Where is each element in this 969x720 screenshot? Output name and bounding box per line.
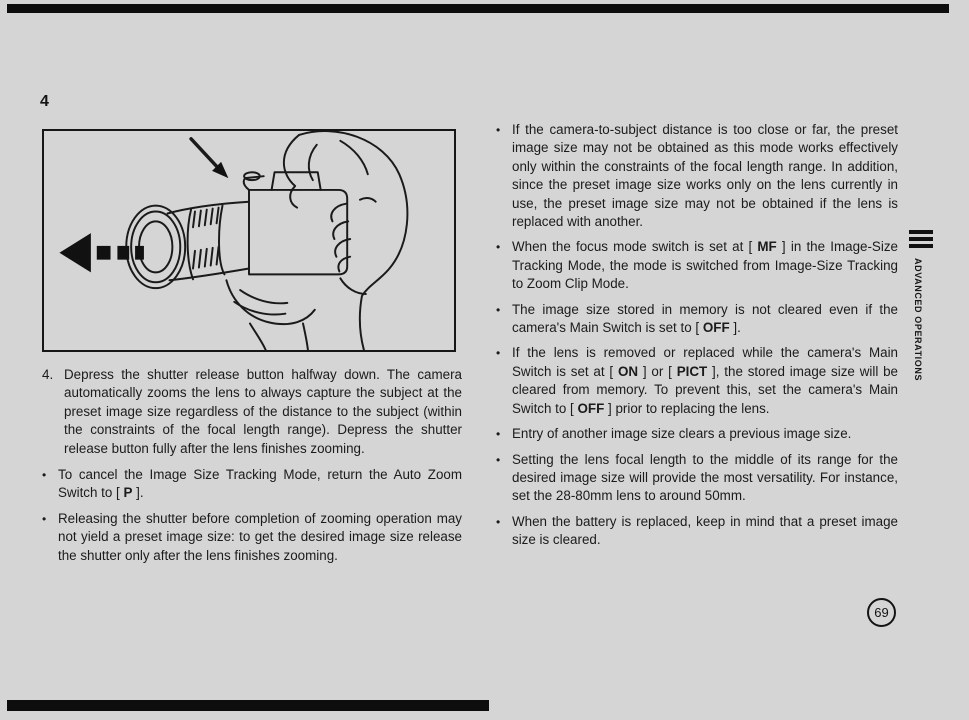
bullet-item <box>496 513 898 550</box>
chin-line <box>340 278 366 294</box>
zoom-arrow-dash-3 <box>135 246 144 260</box>
bullet-text: If the camera-to-subject distance is too close or far, the preset image size may not be obtained as this mode works effectively only within the constraints of the focal length range. In addition, since the preset image size works only on the lens currently in use, the preset image size may not be obtained if the lens is replaced with another. <box>512 122 898 230</box>
press-arrow-shaft <box>191 139 217 166</box>
section-bars-icon <box>909 230 933 251</box>
bullet-icon: • <box>42 468 47 483</box>
page-number-badge <box>867 598 896 627</box>
bullet-item <box>42 466 462 503</box>
section-tab <box>909 230 941 381</box>
bullet-text: The image size stored in memory is not cleared even if the camera's Main Switch is set to [ OFF ]. <box>512 301 898 336</box>
lens-barrel-top <box>167 202 249 214</box>
left-forearm-1 <box>250 323 266 350</box>
zoom-ring-grip-top <box>193 208 219 228</box>
finger-1 <box>331 204 346 222</box>
bullet-text: When the focus mode switch is set at [ MF ] in the Image-Size Tracking Mode, the mode is switched from Image-Size Tracking to Zoom Clip Mode. <box>512 239 898 292</box>
bullet-icon: • <box>496 427 501 442</box>
bullet-item <box>496 425 898 443</box>
lens-barrel-bottom <box>169 268 249 280</box>
lens-element <box>139 221 172 272</box>
zoom-arrow-dash-1 <box>97 246 111 260</box>
hair-detail-1 <box>340 141 367 174</box>
bullet-icon: • <box>496 240 501 255</box>
bullet-text: If the lens is removed or replaced while the camera's Main Switch is set at [ ON ] or [ PICT ], the stored image size will be cleared from memory. To prevent this, set the camera's Main Switch to [ OFF ] prior to replacing the lens. <box>512 345 899 416</box>
bullet-text: To cancel the Image Size Tracking Mode, return the Auto Zoom Switch to [ P ]. <box>58 467 462 501</box>
top-rule <box>7 4 949 13</box>
camera-figure <box>42 129 456 352</box>
left-forearm-2 <box>303 323 308 350</box>
bullet-text: Entry of another image size clears a previous image size. <box>512 426 852 442</box>
hair-detail-2 <box>309 145 317 180</box>
bullet-text: Setting the lens focal length to the middle of its range for the desired image size will provide the most versatility. For instance, set the 28-80mm lens to around 50mm. <box>512 451 898 504</box>
photographer-camera-illustration <box>44 131 454 350</box>
head-outline <box>299 131 407 350</box>
finger-2 <box>333 221 348 239</box>
right-column <box>496 121 898 557</box>
bullet-item <box>496 344 898 418</box>
bullet-item <box>496 121 898 231</box>
bullet-item <box>496 301 898 338</box>
left-column <box>42 366 462 572</box>
numbered-step <box>42 366 462 458</box>
section-number: 4 <box>40 93 49 110</box>
bullet-icon: • <box>496 302 501 317</box>
bullet-item <box>42 510 462 565</box>
bullet-icon: • <box>496 346 501 361</box>
bullet-text: When the battery is replaced, keep in mind that a preset image size is cleared. <box>512 513 898 548</box>
bullet-text: Releasing the shutter before completion of zooming operation may not yield a preset image size: to get the desired image size release the shutter only after the lens finishes zooming. <box>58 510 462 563</box>
sidebar-label: ADVANCED OPERATIONS <box>913 258 923 382</box>
bottom-rule <box>7 700 489 711</box>
zoom-ring-edge-right <box>219 206 224 275</box>
bullet-icon: • <box>496 123 501 137</box>
zoom-arrow-dash-2 <box>117 246 129 260</box>
left-finger-1 <box>240 290 287 303</box>
bullet-item <box>496 451 898 506</box>
left-bullet-list <box>42 466 462 565</box>
bullet-icon: • <box>42 511 47 526</box>
pentaprism-hump <box>272 172 321 190</box>
step-text: Depress the shutter release button halfway down. The camera automatically zooms the lens to always capture the subject at the preset image size regardless of the distance to the subject (within the constraints of the focal length range). Depress the shutter release button fully after the lens finishes zooming. <box>64 367 462 456</box>
bullet-item <box>496 238 898 293</box>
finger-4 <box>338 257 350 272</box>
page-number: 69 <box>874 605 889 620</box>
right-bullet-list <box>496 121 898 550</box>
zoom-ring-grip-bottom <box>193 247 219 269</box>
bullet-icon: • <box>496 514 501 529</box>
step-number: 4. <box>42 367 54 382</box>
bullet-icon: • <box>496 452 501 467</box>
eye-line <box>360 198 376 202</box>
zoom-arrow-head <box>59 233 90 272</box>
